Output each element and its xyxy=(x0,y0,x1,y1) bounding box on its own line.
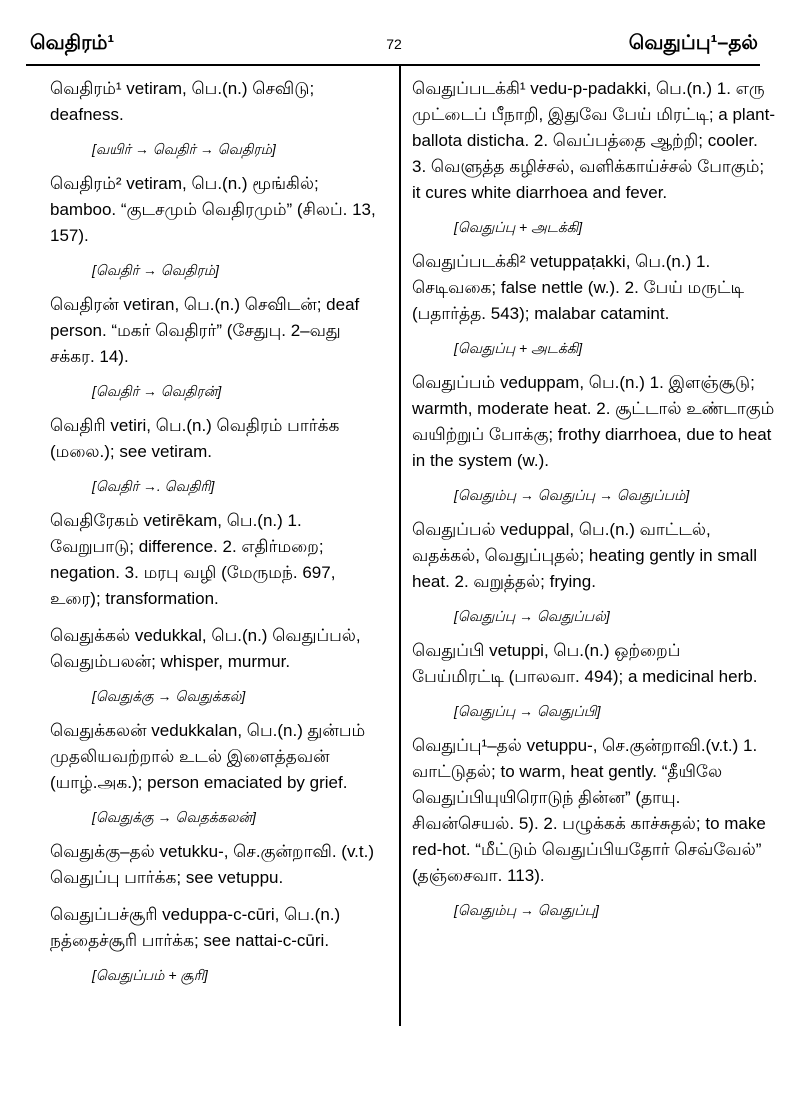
entry: வெதுக்கல் vedukkal, பெ.(n.) வெதுப்பல், வெதும்பலன்; whisper, murmur. xyxy=(50,626,361,671)
entry: வெதிரன் vetiran, பெ.(n.) செவிடன்; deaf person. “மகர் வெதிரர்” (சேதுபு. 2–வது சக்கர. 14). xyxy=(50,295,360,366)
header-right-guide-word: வெதுப்பு¹–தல் xyxy=(628,32,758,54)
entry: வெதிரம்¹ vetiram, பெ.(n.) செவிடு; deafness. xyxy=(50,79,315,124)
entry: வெதுப்பி vetuppi, பெ.(n.) ஒற்றைப் பேய்மிரட்டி (பாலவா. 494); a medicinal herb. xyxy=(412,641,758,686)
right-column xyxy=(412,76,776,932)
entry: வெதுப்பம் veduppam, பெ.(n.) 1. இளஞ்சூடு; warmth, moderate heat. 2. சூட்டால் உண்டாகும் வயிற்றுப் போக்கு; frothy diarrhoea, due to heat in the system (w.). xyxy=(412,373,775,470)
entry: வெதிரம்² vetiram, பெ.(n.) மூங்கில்; bamboo. “குடசமும் வெதிரமும்” (சிலப். 13, 157). xyxy=(50,174,376,245)
derivation: [வெதுப்பு → வெதுப்பல்] xyxy=(454,608,610,624)
header-left-guide-word: வெதிரம்¹ xyxy=(30,32,115,54)
derivation: [வெதுப்பு + அடக்கி] xyxy=(454,219,583,235)
derivation: [வெதிர் → வெதிரம்] xyxy=(92,262,219,278)
derivation: [வெதுப்பு + அடக்கி] xyxy=(454,340,583,356)
derivation: [வெதுக்கு → வெதுக்கல்] xyxy=(92,688,246,704)
derivation: [வெதுப்பம் + சூரி] xyxy=(92,967,208,983)
page-number: 72 xyxy=(386,36,402,52)
derivation: [வெதும்பு → வெதுப்பு] xyxy=(454,902,599,918)
entry: வெதுப்படக்கி¹ vedu-p-padakki, பெ.(n.) 1. எரு முட்டைப் பீநாறி, இதுவே பேய் மிரட்டி; a plant-ballota disticha. 2. வெப்பத்தை ஆற்றி; cooler. 3. வெளுத்த கழிச்சல், வளிக்காய்ச்சல் போகும்; it cures white diarrhoea and fever. xyxy=(412,79,775,202)
entry: வெதிரேகம் vetirēkam, பெ.(n.) 1. வேறுபாடு; difference. 2. எதிர்மறை; negation. 3. மரபு வழி (மேருமந். 697, உரை); transformation. xyxy=(50,511,336,608)
derivation: [வெதுப்பு → வெதுப்பி] xyxy=(454,703,601,719)
header-rule xyxy=(26,64,760,66)
entry: வெதுப்பு¹–தல் vetuppu-, செ.குன்றாவி.(v.t.) 1. வாட்டுதல்; to warm, heat gently. “தீயிலே வெதுப்பியுயிரொடுந் தின்ன” (தாயு. சிவன்செயல். 5). 2. பழுக்கக் காச்சுதல்; to make red-hot. “மீட்டும் வெதுப்பியதோர் செவ்வேல்” (தஞ்சைவா. 113). xyxy=(412,736,766,885)
entry: வெதுக்கலன் vedukkalan, பெ.(n.) துன்பம் முதலியவற்றால் உடல் இளைத்தவன் (யாழ்.அக.); person emaciated by grief. xyxy=(50,721,366,792)
entry: வெதுப்படக்கி² vetuppaṭakki, பெ.(n.) 1. செடிவகை; false nettle (w.). 2. பேய் மருட்டி (பதார்த்த. 543); malabar catamint. xyxy=(412,252,745,323)
page-header xyxy=(30,32,758,62)
derivation: [வெதிர் →. வெதிரி] xyxy=(92,478,215,494)
entry: வெதிரி vetiri, பெ.(n.) வெதிரம் பார்க்க (மலை.); see vetiram. xyxy=(50,416,340,461)
derivation: [வயிர் → வெதிர் → வெதிரம்] xyxy=(92,141,276,157)
left-column xyxy=(50,76,388,997)
entry: வெதுப்பல் veduppal, பெ.(n.) வாட்டல், வதக்கல், வெதுப்புதல்; heating gently in small heat. 2. வறுத்தல்; frying. xyxy=(412,520,758,591)
derivation: [வெதும்பு → வெதுப்பு → வெதுப்பம்] xyxy=(454,487,690,503)
derivation: [வெதிர் → வெதிரன்] xyxy=(92,383,222,399)
column-divider xyxy=(399,66,401,1026)
entry: வெதுக்கு–தல் vetukku-, செ.குன்றாவி. (v.t.) வெதுப்பு பார்க்க; see vetuppu. xyxy=(50,842,375,887)
derivation: [வெதுக்கு → வெதக்கலன்] xyxy=(92,809,256,825)
entry: வெதுப்பச்சூரி veduppa-c-cūri, பெ.(n.) நத்தைச்சூரி பார்க்க; see nattai-c-cūri. xyxy=(50,905,341,950)
